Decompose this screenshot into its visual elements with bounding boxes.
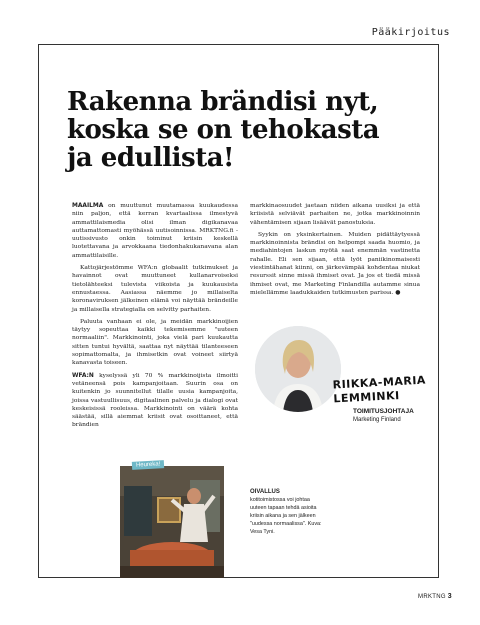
paragraph-text: on muuttunut muutamassa kuukaudessa niin paljon, että kerran kvartaalissa ilmestyvä ammattilaismedia olisi ilman digikanavaa auttamattomasti myöhässä uutisoinnissa. MRKTNG.fi -uutissivusto onkin toiminut kriisin keskellä luotettavana ja arvokkaana tiedonhakukanavana alan ammattilaisille. <box>72 203 238 259</box>
author-portrait <box>255 326 341 412</box>
author-portrait-image <box>255 326 341 412</box>
author-role: TOIMITUSJOHTAJA <box>353 408 414 415</box>
photo-tag: Heureka! <box>132 460 165 470</box>
lead-word: WFA:N <box>72 372 94 379</box>
paragraph: markkinaosuudet jaetaan niiden aikana uusiksi ja että kriisistä selviävät parhaiten ne, jotka markkinoinnin vähentämisen sijaan lisäävät panostuksia. <box>250 203 420 226</box>
paragraph <box>72 202 238 260</box>
author-organization: Marketing Finland <box>353 417 401 423</box>
paragraph <box>250 231 420 297</box>
end-mark: ● <box>395 288 401 296</box>
magazine-name: MRKTNG <box>418 594 446 600</box>
paragraph-text: kyselyssä yli 70 % markkinoijista ilmoitti vetäneensä pois kampanjoitaan. Suurin osa on kuitenkin jo suunnitellut tilalle uusia kampanjoita, joissa vastuullisuus, digitaalinen palvelu ja dialogi ovat keskeisissä rooleissa. Markkinointi on väärä kohta säästää, sillä aiemmat kriisit ovat osoittaneet, että brändien <box>72 372 238 429</box>
paragraph-text: Syykin on yksinkertainen. Muiden pidättäytyessä markkinoinnista brändisi on helpompi saada huomio, ja mediahintojen laskun myötä saat enemmän vastinetta rahalle. Eli sen sijaan, että lyöt paniikinomaisesti viestintähanat kiinni, on järkevämpää kohdentaa niukat resurssit sinne missä ihmiset ovat. Ja jos et tiedä missä ihmiset ovat, me Marketing Finlandilla autamme sinua mielellämme laadukkaiden tutkimusten parissa. <box>250 231 420 296</box>
signature-line: RIIKKA-MARIA <box>332 373 427 392</box>
caption-title: OIVALLUS <box>250 489 280 495</box>
signature-line: LEMMINKI <box>333 388 400 406</box>
page-footer <box>418 593 452 600</box>
lead-word: MAAILMA <box>72 203 104 209</box>
author-signature <box>332 374 427 407</box>
home-office-photo <box>120 466 224 578</box>
text-column-right <box>250 202 420 301</box>
paragraph <box>72 372 238 430</box>
page-number: 3 <box>447 593 452 600</box>
caption-text: kotitoimistossa voi johtaa uuteen tapaan tehdä asioita kriisin aikana ja sen jälkeen "uudessa normaalissa". Kuva: Vesa Tyni. <box>250 497 322 535</box>
photo-caption <box>250 488 325 536</box>
section-label: Pääkirjoitus <box>371 27 450 38</box>
text-column-left <box>72 202 238 434</box>
paragraph: Paluuta vanhaan ei ole, ja meidän markkinoijien täytyy sopeuttaa kaikki tekemisemme "uuteen normaaliin". Markkinointi, joka vielä pari kuukautta sitten tuntui hyvältä, saattaa nyt näyttää tilanteeseen sopimattomalta, ja ihmisetkin ovat voineet siirtyä kanavasta toiseen. <box>72 318 238 367</box>
page-title: Rakenna brändisi nyt, koska se on tehokasta ja edullista! <box>67 87 380 173</box>
paragraph: Kattojärjestömme WFA:n globaalit tutkimukset ja havainnot ovat muuttuneet kullanarvoiseksi tietolähteeksi tulevista viikoista ja kuukausista ennustaessa. Aasiassa näemme jo millaiselta koronaviruksen jälkeinen elämä voi näyttää brändeille ja millaisella strategialla on selvitty parhaiten. <box>72 265 238 313</box>
article-photo <box>120 466 224 578</box>
